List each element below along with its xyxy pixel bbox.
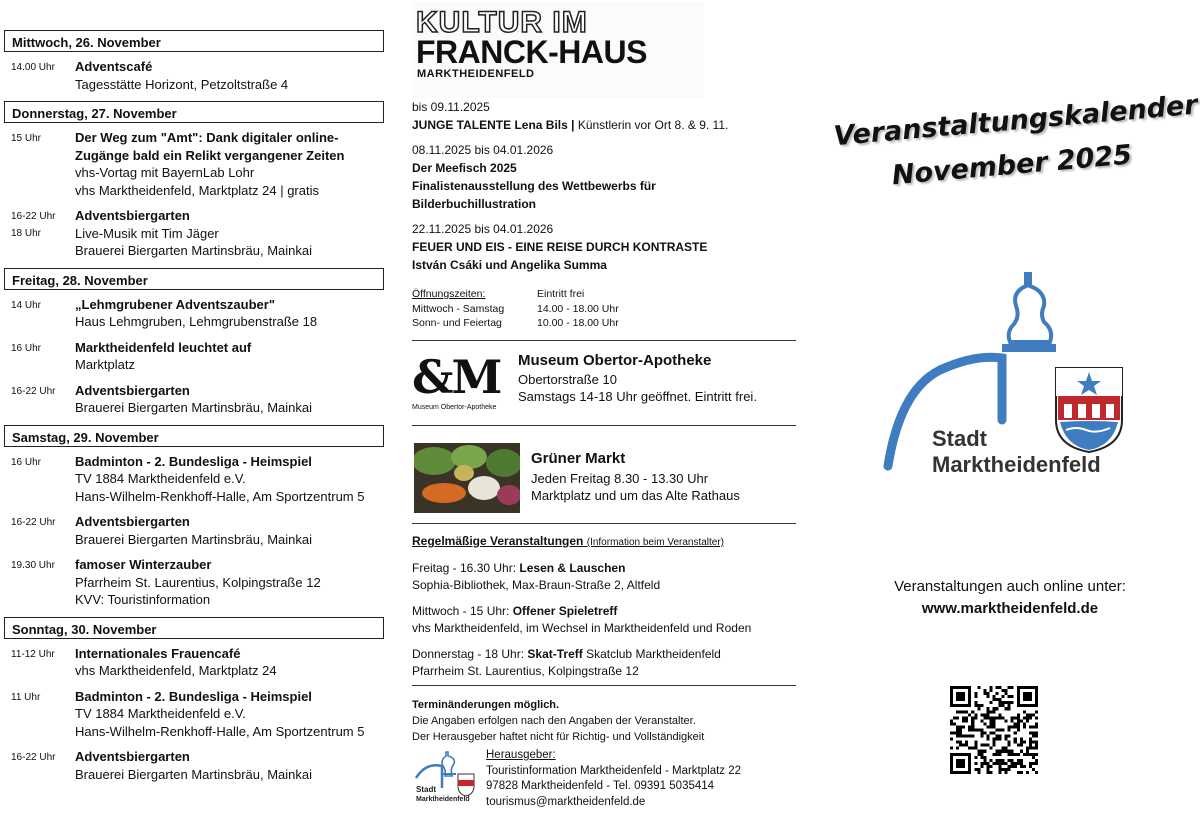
- event-title: Badminton - 2. Bundesliga - Heimspiel: [75, 453, 312, 469]
- city-logo-word2: Marktheidenfeld: [932, 452, 1101, 477]
- hours-entry: Eintritt frei: [537, 288, 585, 300]
- event-item: [4, 513, 384, 548]
- divider: [412, 523, 796, 524]
- event-detail: Tagesstätte Horizont, Petzoltstraße 4: [75, 76, 289, 92]
- logo-line-3: MARKTHEIDENFELD: [417, 68, 535, 80]
- event-detail: Haus Lehmgruben, Lehmgrubenstraße 18: [75, 314, 318, 329]
- event-detail: Marktplatz: [75, 357, 135, 372]
- online-info: [835, 576, 1185, 620]
- logo-line-2: FRANCK-HAUS: [416, 34, 647, 70]
- exhibition-date: 22.11.2025 bis 04.01.2026: [412, 222, 554, 236]
- event-detail: Hans-Wilhelm-Renkhoff-Halle, Am Sportzentrum 5: [75, 723, 365, 739]
- event-title: Adventsbiergarten: [75, 749, 190, 764]
- regular-item: [412, 603, 796, 638]
- city-logo: [880, 270, 1130, 480]
- website-link[interactable]: www.marktheidenfeld.de: [921, 600, 1099, 617]
- event-detail: TV 1884 Marktheidenfeld e.V.: [75, 706, 246, 721]
- publisher-info: [486, 748, 741, 810]
- publisher-logo-word1: Stadt: [416, 785, 436, 794]
- event-detail: Brauerei Biergarten Martinsbräu, Mainkai: [75, 531, 312, 547]
- museum-logo-mark: &M: [412, 350, 501, 404]
- event-item: [4, 129, 384, 199]
- exhibition-3: [412, 220, 707, 274]
- event-detail: TV 1884 Marktheidenfeld e.V.: [75, 471, 246, 486]
- museum-title: Museum Obertor-Apotheke: [518, 352, 712, 369]
- regular-location: Pfarrheim St. Laurentius, Kolpingstraße 12: [412, 664, 639, 678]
- qr-code[interactable]: [950, 686, 1038, 774]
- market-location: Marktplatz und um das Alte Rathaus: [531, 488, 740, 503]
- event-time: 18 Uhr: [11, 228, 42, 239]
- regular-time: Mittwoch - 15 Uhr:: [412, 603, 513, 618]
- market-title: Grüner Markt: [531, 450, 626, 467]
- notes-title: Terminänderungen möglich.: [412, 699, 560, 711]
- exhibition-extra: Künstlerin vor Ort 8. & 9. 11.: [574, 118, 729, 132]
- exhibition-date: 08.11.2025 bis 04.01.2026: [412, 143, 554, 157]
- franck-haus-logo: [412, 2, 704, 98]
- event-detail: Brauerei Biergarten Martinsbräu, Mainkai: [75, 243, 312, 258]
- regular-heading-note: (Information beim Veranstalter): [586, 537, 725, 548]
- regular-item: [412, 560, 796, 595]
- exhibition-title-line: István Csáki und Angelika Summa: [412, 258, 607, 272]
- day-header: Samstag, 29. November: [4, 425, 384, 447]
- events-column: [4, 30, 384, 791]
- regular-title: Lesen & Lauschen: [519, 560, 626, 575]
- day-header: Sonntag, 30. November: [4, 617, 384, 639]
- divider: [412, 685, 796, 686]
- event-title: „Lehmgrubener Adventszauber": [75, 296, 275, 312]
- event-title: famoser Winterzauber: [75, 557, 212, 572]
- event-time: 14 Uhr: [11, 299, 42, 311]
- event-time: 19.30 Uhr: [11, 560, 55, 571]
- event-detail: vhs-Vortag mit BayernLab Lohr: [75, 165, 255, 180]
- publisher-phone: 97828 Marktheidenfeld - Tel. 09391 5035414: [486, 780, 715, 792]
- event-title: Badminton - 2. Bundesliga - Heimspiel: [75, 688, 312, 704]
- event-title: Der Weg zum "Amt": Dank digitaler online-: [75, 130, 339, 145]
- event-item: [4, 688, 384, 741]
- publisher-logo-word2: Marktheidenfeld: [416, 796, 470, 803]
- regular-location: Sophia-Bibliothek, Max-Braun-Straße 2, Altfeld: [412, 578, 661, 592]
- regular-events: [412, 533, 796, 689]
- exhibition-title-line: Bilderbuchillustration: [412, 197, 537, 211]
- event-time: 16 Uhr: [11, 342, 42, 354]
- event-title: Internationales Frauencafé: [75, 645, 241, 661]
- logo-line-1: KULTUR IM: [416, 6, 588, 39]
- exhibition-1: [412, 98, 728, 134]
- event-detail: KVV: Touristinformation: [75, 592, 211, 607]
- event-time: 11 Uhr: [11, 691, 41, 703]
- hours-day: Mittwoch - Samstag: [412, 302, 505, 315]
- title-line-2: November 2025: [890, 139, 1134, 192]
- day-header: Donnerstag, 27. November: [4, 101, 384, 123]
- museum-info: [518, 352, 757, 405]
- day-header: Mittwoch, 26. November: [4, 30, 384, 52]
- event-time: 16-22 Uhr: [11, 211, 56, 222]
- event-title: Marktheidenfeld leuchtet auf: [75, 339, 252, 355]
- regular-title: Skat-Treff: [527, 646, 583, 661]
- exhibition-title: Der Meefisch 2025: [412, 161, 517, 175]
- event-time: 14.00 Uhr: [11, 62, 55, 73]
- event-title: Adventscafé: [75, 59, 153, 74]
- event-detail: Hans-Wilhelm-Renkhoff-Halle, Am Sportzentrum 5: [75, 488, 365, 504]
- opening-hours: [412, 287, 619, 331]
- regular-time: Freitag - 16.30 Uhr:: [412, 560, 520, 575]
- museum-hours: Samstags 14-18 Uhr geöffnet. Eintritt frei.: [518, 389, 757, 404]
- calendar-title: [832, 85, 1199, 203]
- publisher-logo: [412, 748, 478, 806]
- regular-title: Offener Spieletreff: [512, 603, 618, 618]
- museum-logo: [412, 350, 512, 420]
- event-time: 11-12 Uhr: [11, 648, 55, 660]
- event-item: [4, 748, 384, 783]
- market-hours: Jeden Freitag 8.30 - 13.30 Uhr: [531, 471, 709, 486]
- event-detail: vhs Marktheidenfeld, Marktplatz 24 | gratis: [75, 182, 319, 198]
- notes-line: Der Herausgeber haftet nicht für Richtig- und Vollständigkeit: [412, 731, 705, 743]
- event-title-line: Zugänge bald ein Relikt vergangener Zeiten: [75, 147, 345, 163]
- event-title: Adventsbiergarten: [75, 382, 190, 398]
- event-detail: vhs Marktheidenfeld, Marktplatz 24: [75, 663, 277, 678]
- event-item: [4, 645, 384, 680]
- event-title: Adventsbiergarten: [75, 514, 190, 529]
- regular-time: Donnerstag - 18 Uhr:: [412, 646, 528, 661]
- hours-time: 10.00 - 18.00 Uhr: [537, 317, 619, 329]
- event-time: 15 Uhr: [11, 133, 42, 144]
- event-title: Adventsbiergarten: [75, 208, 190, 223]
- day-header: Freitag, 28. November: [4, 268, 384, 290]
- publisher-email[interactable]: tourismus@marktheidenfeld.de: [486, 795, 646, 808]
- hours-time: 14.00 - 18.00 Uhr: [537, 302, 619, 315]
- event-detail: Brauerei Biergarten Martinsbräu, Mainkai: [75, 400, 312, 415]
- event-detail: Brauerei Biergarten Martinsbräu, Mainkai: [75, 766, 312, 782]
- publisher-label: Herausgeber:: [486, 749, 556, 761]
- event-time: 16-22 Uhr: [11, 385, 56, 397]
- online-text: Veranstaltungen auch online unter:: [894, 578, 1126, 595]
- event-item: [4, 453, 384, 506]
- divider: [412, 425, 796, 426]
- divider: [412, 340, 796, 341]
- exhibition-title-line: Finalistenausstellung des Wettbewerbs für: [412, 179, 656, 193]
- market-info: [531, 450, 740, 504]
- event-item: [4, 382, 384, 417]
- event-item: [4, 296, 384, 331]
- event-detail: Live-Musik mit Tim Jäger: [75, 225, 219, 241]
- event-item: [4, 339, 384, 374]
- event-time: 16 Uhr: [11, 456, 42, 468]
- exhibition-2: [412, 141, 656, 213]
- regular-extra: Skatclub Marktheidenfeld: [582, 646, 721, 661]
- vegetables-image: [414, 443, 520, 513]
- event-item: [4, 556, 384, 609]
- event-detail: Pfarrheim St. Laurentius, Kolpingstraße 12: [75, 574, 321, 590]
- regular-location: vhs Marktheidenfeld, im Wechsel in Marktheidenfeld und Roden: [412, 621, 752, 635]
- exhibition-title: JUNGE TALENTE Lena Bils |: [412, 118, 575, 132]
- hours-label: Öffnungszeiten:: [412, 288, 486, 300]
- regular-item: [412, 646, 796, 681]
- event-time: 16-22 Uhr: [11, 752, 56, 763]
- city-logo-word1: Stadt: [932, 426, 987, 451]
- regular-heading: Regelmäßige Veranstaltungen (Information beim Veranstalter): [412, 534, 725, 548]
- event-item: [4, 58, 384, 93]
- exhibition-title: FEUER UND EIS - EINE REISE DURCH KONTRASTE: [412, 240, 708, 254]
- museum-address: Obertorstraße 10: [518, 372, 617, 387]
- title-line-1: Veranstaltungskalender: [832, 89, 1199, 153]
- exhibition-date: bis 09.11.2025: [412, 100, 490, 114]
- notes-line: Die Angaben erfolgen nach den Angaben der Veranstalter.: [412, 715, 696, 727]
- publisher-address: Touristinformation Marktheidenfeld - Marktplatz 22: [486, 764, 742, 777]
- event-item: [4, 207, 384, 260]
- hours-day: Sonn- und Feiertag: [412, 317, 502, 329]
- notes: [412, 697, 704, 745]
- event-time: 16-22 Uhr: [11, 517, 56, 528]
- museum-logo-caption: Museum Obertor-Apotheke: [412, 404, 497, 411]
